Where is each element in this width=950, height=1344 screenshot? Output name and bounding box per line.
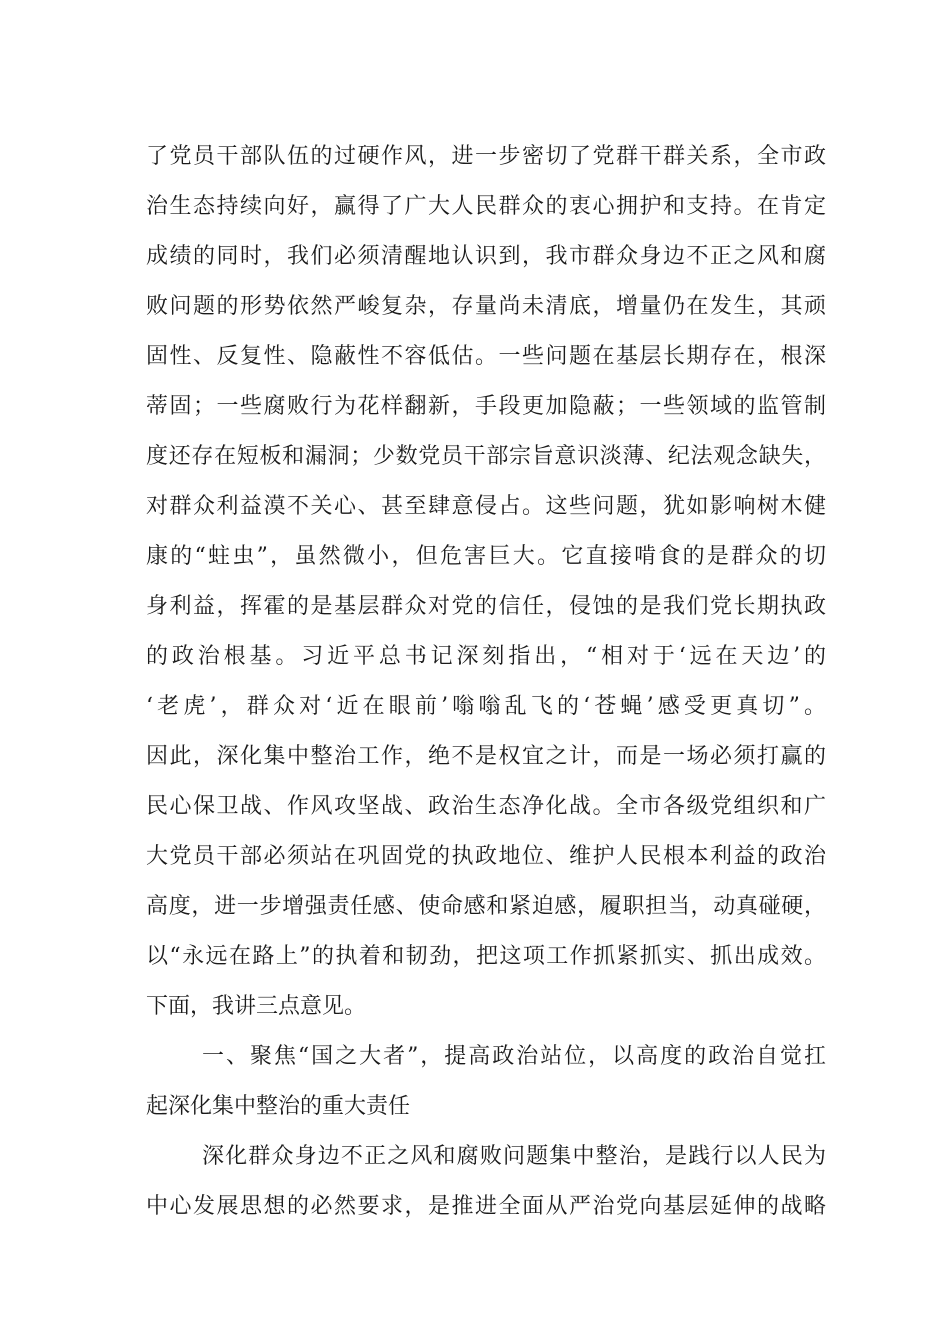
text-line: 度还存在短板和漏洞；少数党员干部宗旨意识淡薄、纪法观念缺失， — [146, 444, 826, 469]
text-line: 康的“蛀虫”，虽然微小，但危害巨大。它直接啃食的是群众的切 — [146, 544, 826, 569]
text-line: ‘老虎’，群众对‘近在眼前’嗡嗡乱飞的‘苍蝇’感受更真切”。 — [146, 694, 826, 719]
text-line: 下面，我讲三点意见。 — [146, 994, 367, 1019]
text-line: 大党员干部必须站在巩固党的执政地位、维护人民根本利益的政治 — [146, 844, 826, 869]
text-line: 对群众利益漠不关心、甚至肆意侵占。这些问题，犹如影响树木健 — [146, 494, 826, 519]
text-line: 固性、反复性、隐蔽性不容低估。一些问题在基层长期存在，根深 — [146, 344, 826, 369]
text-line: 蒂固；一些腐败行为花样翻新，手段更加隐蔽；一些领域的监管制 — [146, 394, 826, 419]
text-line: 高度，进一步增强责任感、使命感和紧迫感，履职担当，动真碰硬， — [146, 894, 826, 919]
section-heading-line: 一、聚焦“国之大者”，提高政治站位，以高度的政治自觉扛 — [202, 1044, 826, 1069]
text-line: 身利益，挥霍的是基层群众对党的信任，侵蚀的是我们党长期执政 — [146, 594, 826, 619]
body-text — [146, 132, 826, 1232]
text-line: 中心发展思想的必然要求，是推进全面从严治党向基层延伸的战略 — [146, 1194, 826, 1219]
text-line: 深化群众身边不正之风和腐败问题集中整治，是践行以人民为 — [202, 1144, 826, 1169]
text-line: 的政治根基。习近平总书记深刻指出，“相对于‘远在天边’的 — [146, 644, 826, 669]
text-line: 治生态持续向好，赢得了广大人民群众的衷心拥护和支持。在肯定 — [146, 194, 826, 219]
text-line: 以“永远在路上”的执着和韧劲，把这项工作抓紧抓实、抓出成效。 — [146, 944, 826, 969]
text-line: 成绩的同时，我们必须清醒地认识到，我市群众身边不正之风和腐 — [146, 244, 826, 269]
text-line: 败问题的形势依然严峻复杂，存量尚未清底，增量仍在发生，其顽 — [146, 294, 826, 319]
text-line: 民心保卫战、作风攻坚战、政治生态净化战。全市各级党组织和广 — [146, 794, 826, 819]
section-heading-line: 起深化集中整治的重大责任 — [146, 1094, 411, 1119]
text-line: 因此，深化集中整治工作，绝不是权宜之计，而是一场必须打赢的 — [146, 744, 826, 769]
text-line: 了党员干部队伍的过硬作风，进一步密切了党群干群关系，全市政 — [146, 144, 826, 169]
